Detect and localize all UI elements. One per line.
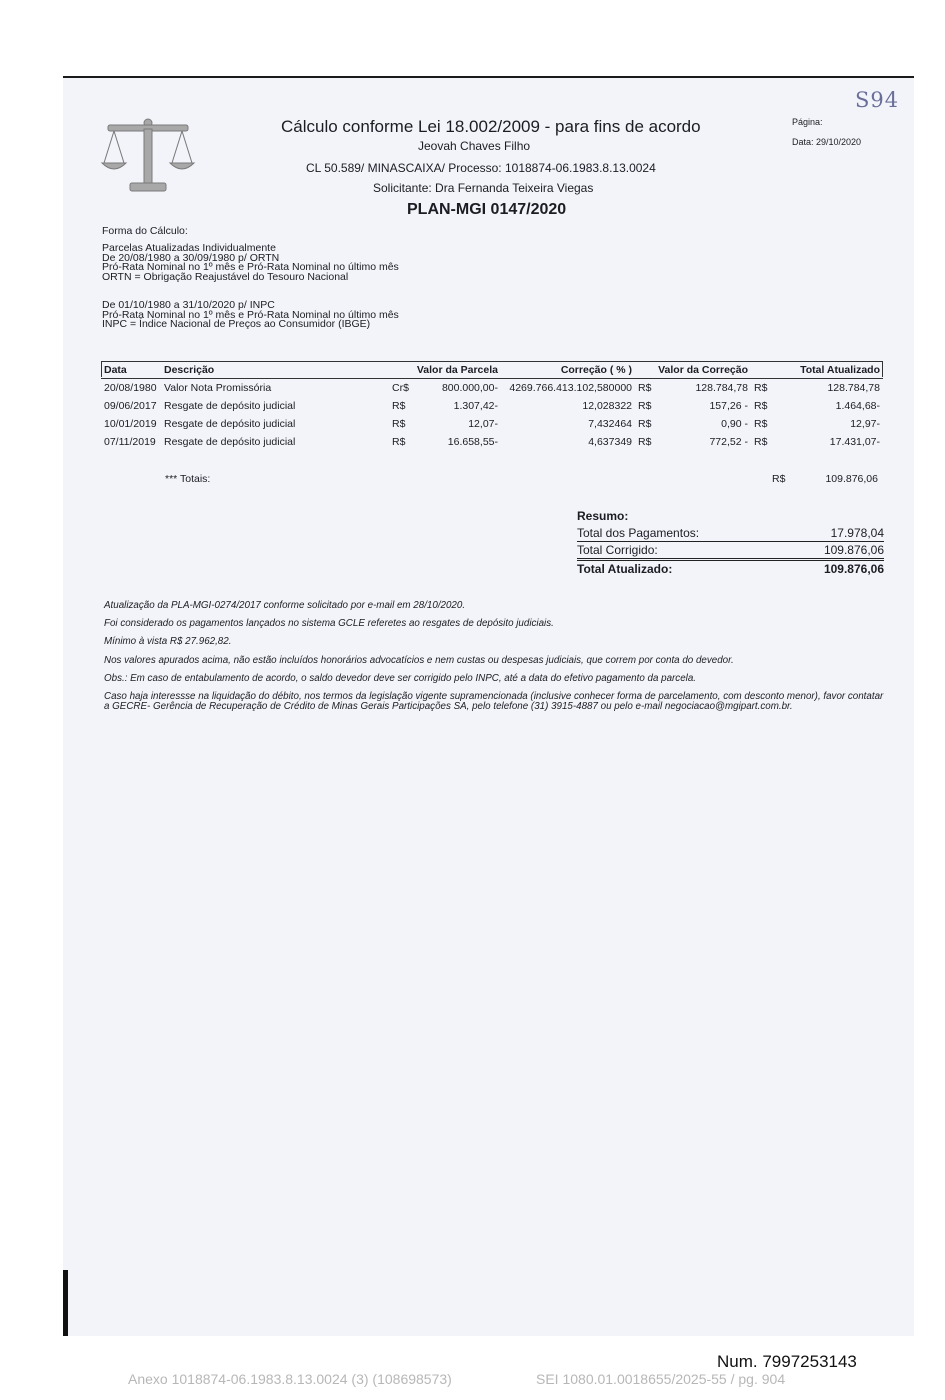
cell-description: Resgate de depósito judicial (164, 400, 296, 412)
totals-label: *** Totais: (165, 473, 211, 485)
scan-edge-mark (63, 1270, 68, 1336)
cell-date: 09/06/2017 (104, 400, 157, 412)
header-date: Data (101, 362, 161, 379)
method-block-inpc (102, 301, 399, 330)
cell-currency: Cr$ (392, 382, 409, 394)
method-block-ortn (102, 244, 399, 282)
cell-description: Resgate de depósito judicial (164, 436, 296, 448)
cell-currency: R$ (754, 436, 768, 448)
table-row (101, 415, 883, 433)
cell-correction: 0,90 - (721, 418, 748, 430)
cell-total: 1.464,68- (835, 400, 880, 412)
table-row (101, 379, 883, 398)
cell-parcel: 800.000,00- (441, 382, 498, 394)
sei-reference: SEI 1080.01.0018655/2025-55 / pg. 904 (536, 1371, 786, 1387)
header-correction-percent: Correção ( % ) (501, 362, 635, 379)
cell-date: 20/08/1980 (104, 382, 157, 394)
cell-parcel: 12,07- (468, 418, 498, 430)
summary-value: 109.876,06 (823, 562, 884, 576)
process-line: CL 50.589/ MINASCAIXA/ Processo: 1018874-06.1983.8.13.0024 (306, 161, 656, 175)
method-line: ORTN = Obrigação Reajustável do Tesouro Nacional (102, 270, 349, 283)
summary-value: 109.876,06 (823, 543, 884, 557)
cell-currency: R$ (754, 400, 768, 412)
cell-currency: R$ (754, 382, 768, 394)
table-row (101, 433, 883, 451)
note-paragraph: Nos valores apurados acima, não estão incluídos honorários advocatícios e nem custas ou despesas judiciais, que correm por conta do devedor. (104, 654, 734, 666)
cell-date: 07/11/2019 (104, 436, 156, 448)
note-paragraph: Obs.: Em caso de entabulamento de acordo, o saldo devedor deve ser corrigido pelo INPC, até a data do efetivo pagamento da parcela. (104, 672, 696, 684)
cell-currency: R$ (392, 436, 406, 448)
document-number: Num. 7997253143 (717, 1352, 857, 1371)
notes-section (104, 601, 884, 720)
cell-total: 17.431,07- (829, 436, 880, 448)
totals-value: 109.876,06 (825, 473, 878, 485)
cell-correction: 772,52 - (709, 436, 748, 448)
summary-row-payments (577, 525, 884, 542)
cell-percent: 12,028322 (582, 400, 632, 412)
summary-row-updated (577, 560, 884, 577)
cell-date: 10/01/2019 (104, 418, 157, 430)
page-label: Página: (792, 117, 823, 127)
cell-parcel: 1.307,42- (453, 400, 498, 412)
cell-parcel: 16.658,55- (447, 436, 498, 448)
cell-currency: R$ (638, 400, 652, 412)
cell-currency: R$ (638, 382, 652, 394)
annex-reference: Anexo 1018874-06.1983.8.13.0024 (3) (108698573) (128, 1371, 452, 1387)
header-total-updated: Total Atualizado (751, 362, 883, 379)
cell-correction: 128.784,78 (695, 382, 748, 394)
header-correction-value: Valor da Correção (635, 362, 751, 379)
summary-label: Total Atualizado: (577, 562, 673, 576)
method-line: Parcelas Atualizadas Individualmente (102, 242, 276, 254)
header-parcel-value: Valor da Parcela (389, 362, 501, 379)
cell-currency: R$ (638, 436, 652, 448)
method-line: Pró-Rata Nominal no 1º mês e Pró-Rata Nominal no último mês (102, 261, 399, 274)
cell-description: Valor Nota Promissória (164, 382, 272, 394)
header-description: Descrição (161, 362, 389, 379)
method-line: De 01/10/1980 a 31/10/2020 p/ INPC (102, 299, 275, 311)
summary-heading: Resumo: (577, 509, 629, 523)
requester-line: Solicitante: Dra Fernanda Teixeira Viegas (373, 181, 594, 195)
cell-percent: 4,637349 (588, 436, 632, 448)
method-line: De 20/08/1980 a 30/09/1980 p/ ORTN (102, 251, 280, 264)
summary-label: Total Corrigido: (577, 543, 658, 557)
author-name: Jeovah Chaves Filho (418, 139, 531, 153)
scales-of-justice-icon (100, 115, 196, 195)
handwritten-page-number: S94 (855, 88, 900, 112)
method-line: INPC = Índice Nacional de Preços ao Consumidor (IBGE) (102, 318, 371, 331)
plan-code: PLAN-MGI 0147/2020 (407, 201, 567, 218)
cell-total: 12,97- (850, 418, 880, 430)
cell-currency: R$ (392, 418, 406, 430)
note-paragraph: Atualização da PLA-MGI-0274/2017 conforme solicitado por e-mail em 28/10/2020. (104, 600, 466, 611)
method-line: Pró-Rata Nominal no 1º mês e Pró-Rata Nominal no último mês (102, 308, 399, 321)
summary-label: Total dos Pagamentos: (577, 526, 700, 540)
cell-total: 128.784,78 (827, 382, 880, 394)
table-header-row (101, 362, 883, 379)
method-heading: Forma do Cálculo: (102, 225, 188, 237)
cell-percent: 7,432464 (588, 418, 632, 430)
cell-correction: 157,26 - (709, 400, 748, 412)
date-label: Data: 29/10/2020 (792, 137, 862, 147)
cell-currency: R$ (638, 418, 652, 430)
summary-row-corrected (577, 542, 884, 559)
summary-value: 17.978,04 (830, 526, 884, 540)
note-paragraph: Mínimo à vista R$ 27.962,82. (104, 636, 232, 648)
cell-currency: R$ (754, 418, 768, 430)
summary-box (577, 509, 884, 577)
totals-currency: R$ (772, 473, 786, 485)
cell-description: Resgate de depósito judicial (164, 418, 296, 430)
calculation-table (101, 361, 883, 451)
cell-currency: R$ (392, 400, 406, 412)
cell-percent: 4269.766.413.102,580000 (509, 382, 632, 394)
table-row (101, 397, 883, 415)
document-title: Cálculo conforme Lei 18.002/2009 - para fins de acordo (281, 117, 701, 136)
note-paragraph: Caso haja interessse na liquidação do débito, nos termos da legislação vigente supramencionada (inclusive conhecer forma de parcelamento, com desconto menor), favor contatar a GECRE- Gerência de Recuperação de Crédito de Minas Gerais Participações SA, pelo telefone (31) 3915-4887 ou pelo e-mail negociacao@mgipart.com.br. (104, 690, 884, 712)
note-paragraph: Foi considerado os pagamentos lançados no sistema GCLE referetes ao resgates de depósito judiciais. (104, 618, 554, 630)
